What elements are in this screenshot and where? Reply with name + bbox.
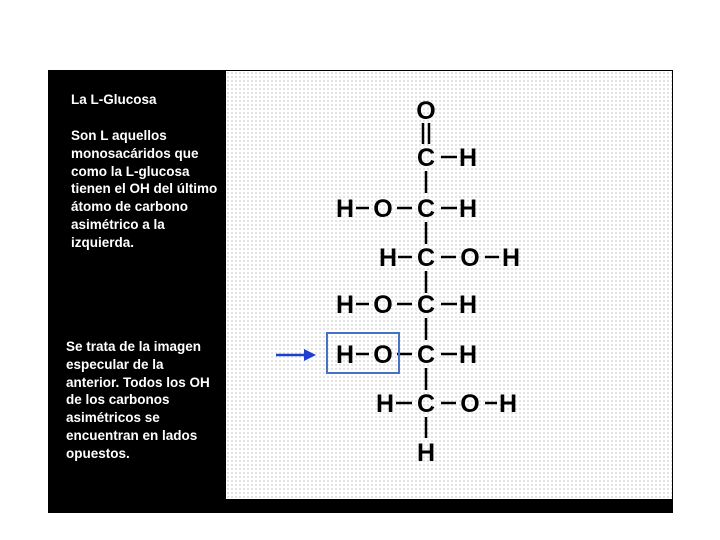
oxygen-6-right: O — [460, 390, 480, 418]
terminal-hydrogen: H — [416, 439, 436, 467]
hydrogen-6-left: H — [375, 390, 395, 418]
hydrogen-4-right: H — [458, 291, 478, 319]
carbon-4: C — [416, 291, 436, 319]
carbon-2: C — [416, 195, 436, 223]
hydrogen-4-left: H — [335, 291, 355, 319]
aldehyde-oxygen: O — [416, 97, 436, 125]
carbon-3: C — [416, 244, 436, 272]
oxygen-3-right: O — [460, 244, 480, 272]
oxygen-2-left: O — [373, 195, 393, 223]
oxygen-5-left: O — [373, 341, 393, 369]
oxygen-4-left: O — [373, 291, 393, 319]
definition-text: Son L aquellos monosacáridos que como la L-glucosa tienen el OH del último átomo de carbono asimétrico a la izquierda. — [71, 128, 218, 250]
hydrogen-5-left: H — [335, 341, 355, 369]
carbon-1: C — [416, 144, 436, 172]
slide-title: La L-Glucosa — [71, 92, 157, 107]
carbon-6: C — [416, 390, 436, 418]
hydrogen-3-left: H — [378, 244, 398, 272]
hydrogen-1-right: H — [458, 144, 478, 172]
hydrogen-5-right: H — [458, 341, 478, 369]
hydrogen-3-right: H — [501, 244, 521, 272]
hydrogen-2-right: H — [458, 195, 478, 223]
hydrogen-6-right: H — [498, 390, 518, 418]
carbon-5: C — [416, 341, 436, 369]
hydrogen-2-left: H — [335, 195, 355, 223]
arrow-icon — [304, 349, 316, 361]
mirror-image-text: Se trata de la imagen especular de la anterior. Todos los OH de los carbonos asimétricos se encuentran en lados opuestos. — [66, 339, 210, 461]
